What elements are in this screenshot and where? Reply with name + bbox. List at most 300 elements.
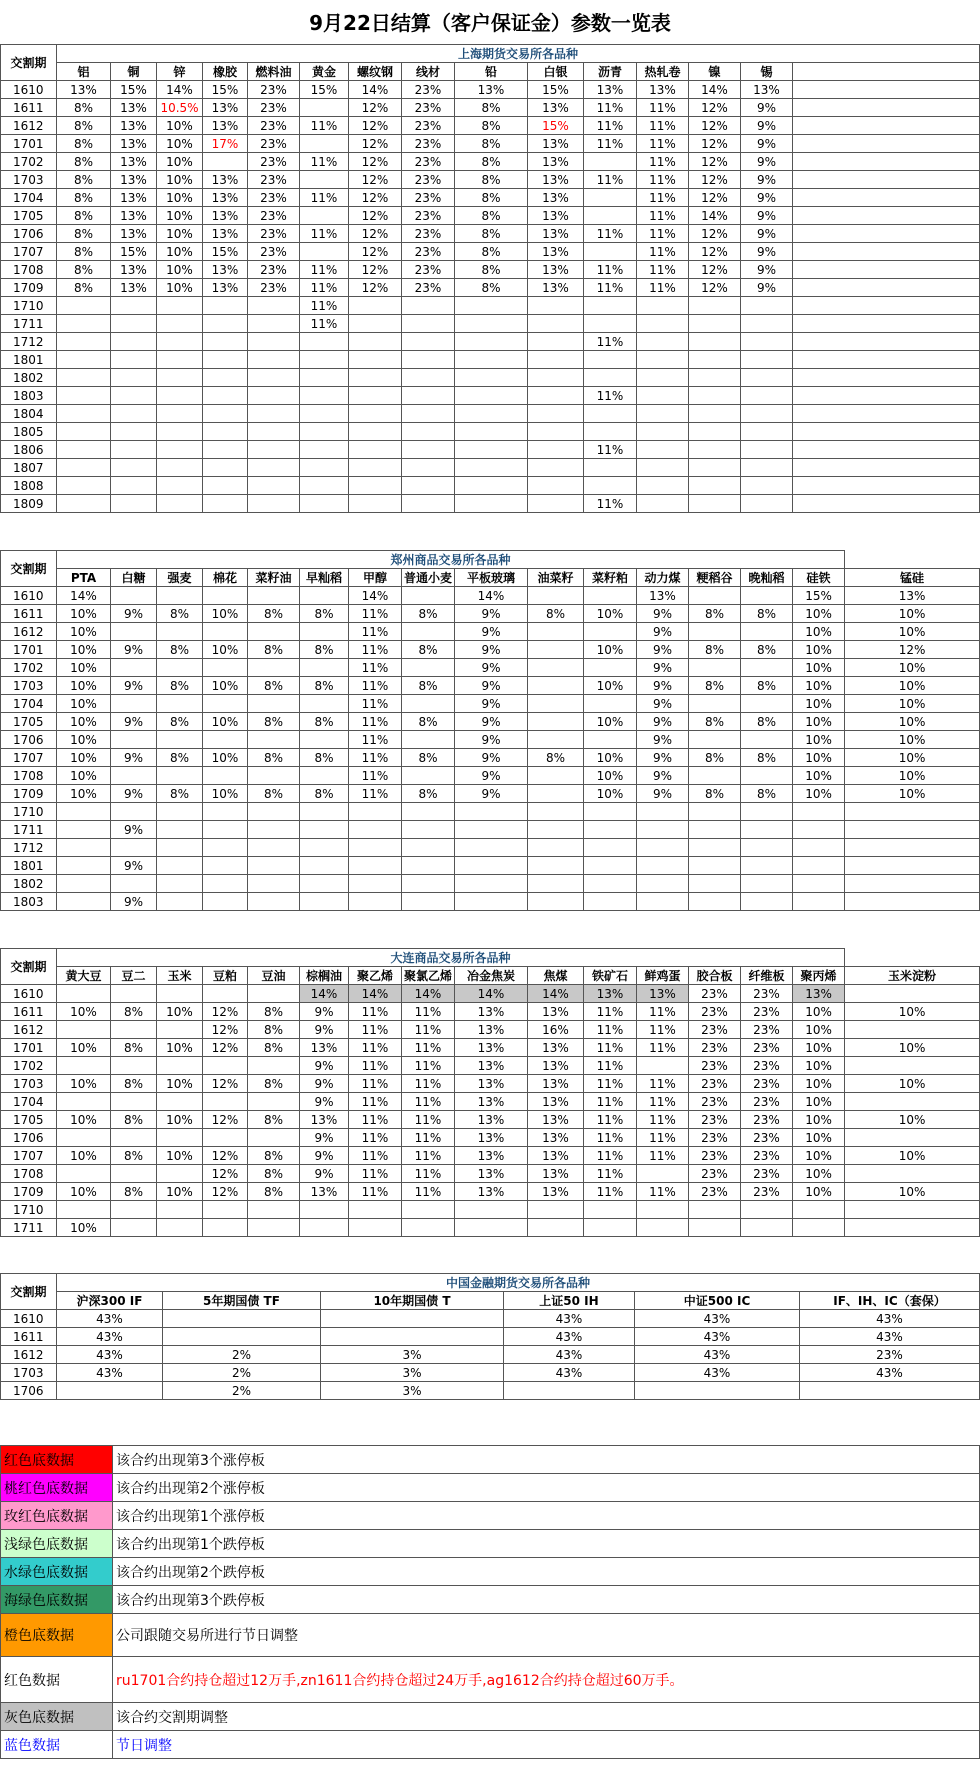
margin-cell — [637, 477, 689, 495]
delivery-period: 1711 — [1, 821, 57, 839]
margin-cell — [800, 1382, 980, 1400]
margin-cell — [203, 297, 248, 315]
margin-cell — [584, 477, 637, 495]
product-header: 线材 — [402, 63, 455, 81]
margin-cell — [57, 1021, 111, 1039]
margin-cell: 8% — [300, 605, 349, 623]
margin-cell: 13% — [637, 81, 689, 99]
empty-cell — [793, 459, 980, 477]
margin-cell: 10% — [793, 659, 845, 677]
margin-cell — [203, 495, 248, 513]
margin-cell: 10% — [584, 713, 637, 731]
empty-cell — [793, 315, 980, 333]
margin-cell: 9% — [637, 659, 689, 677]
margin-cell — [203, 985, 248, 1003]
margin-cell — [637, 1165, 689, 1183]
margin-cell: 3% — [321, 1364, 504, 1382]
margin-cell — [689, 387, 741, 405]
margin-cell: 10% — [584, 605, 637, 623]
product-header: 聚氯乙烯 — [402, 967, 455, 985]
margin-cell — [637, 315, 689, 333]
margin-cell: 11% — [349, 641, 402, 659]
margin-cell: 10% — [203, 605, 248, 623]
exchange-title: 上海期货交易所各品种 — [57, 45, 980, 63]
margin-cell — [635, 1382, 800, 1400]
legend-row — [1, 1703, 980, 1731]
legend-description: 公司跟随交易所进行节日调整 — [113, 1614, 980, 1657]
product-header: 铝 — [57, 63, 111, 81]
margin-cell: 13% — [300, 1183, 349, 1201]
margin-cell: 10% — [57, 713, 111, 731]
product-header: 玉米 — [157, 967, 203, 985]
margin-cell: 12% — [689, 153, 741, 171]
table-row — [1, 839, 980, 857]
margin-cell: 10% — [584, 767, 637, 785]
margin-cell — [689, 893, 741, 911]
legend-row — [1, 1530, 980, 1558]
margin-cell: 12% — [203, 1075, 248, 1093]
margin-cell — [402, 803, 455, 821]
margin-cell — [300, 369, 349, 387]
delivery-period: 1702 — [1, 153, 57, 171]
margin-cell — [248, 839, 300, 857]
margin-cell — [402, 315, 455, 333]
margin-cell: 43% — [504, 1346, 635, 1364]
margin-cell — [689, 423, 741, 441]
margin-cell — [584, 351, 637, 369]
margin-cell: 8% — [248, 1165, 300, 1183]
product-header: 燃料油 — [248, 63, 300, 81]
margin-cell — [248, 857, 300, 875]
margin-cell: 10% — [157, 261, 203, 279]
margin-cell: 12% — [203, 1039, 248, 1057]
margin-cell: 9% — [111, 641, 157, 659]
margin-cell — [111, 1021, 157, 1039]
margin-cell: 11% — [349, 623, 402, 641]
product-header: 锡 — [741, 63, 793, 81]
delivery-period: 1611 — [1, 99, 57, 117]
margin-cell: 10% — [793, 1111, 845, 1129]
margin-cell: 8% — [741, 749, 793, 767]
margin-cell: 12% — [203, 1021, 248, 1039]
margin-cell — [455, 387, 528, 405]
margin-cell — [203, 731, 248, 749]
margin-cell — [57, 839, 111, 857]
empty-cell — [793, 477, 980, 495]
margin-cell: 23% — [741, 1075, 793, 1093]
margin-cell: 11% — [349, 785, 402, 803]
product-header: 早籼稻 — [300, 569, 349, 587]
margin-cell — [528, 803, 584, 821]
margin-cell: 23% — [402, 171, 455, 189]
margin-cell: 9% — [741, 99, 793, 117]
product-header: 5年期国债 TF — [163, 1292, 321, 1310]
table-row — [1, 1039, 980, 1057]
margin-cell: 13% — [111, 135, 157, 153]
delivery-period: 1708 — [1, 767, 57, 785]
margin-cell — [741, 441, 793, 459]
margin-cell — [402, 441, 455, 459]
margin-cell: 11% — [349, 767, 402, 785]
margin-cell — [248, 495, 300, 513]
margin-cell: 23% — [402, 189, 455, 207]
margin-cell: 10% — [845, 1111, 980, 1129]
margin-cell: 23% — [689, 1021, 741, 1039]
margin-cell: 9% — [455, 659, 528, 677]
margin-cell: 10% — [845, 659, 980, 677]
margin-cell: 8% — [741, 605, 793, 623]
margin-cell: 10% — [793, 605, 845, 623]
margin-cell: 10% — [793, 677, 845, 695]
margin-cell — [455, 405, 528, 423]
product-header: 橡胶 — [203, 63, 248, 81]
margin-cell: 8% — [157, 749, 203, 767]
margin-cell — [111, 315, 157, 333]
margin-cell: 11% — [349, 1057, 402, 1075]
margin-cell: 23% — [741, 985, 793, 1003]
margin-cell: 11% — [637, 135, 689, 153]
margin-cell — [689, 587, 741, 605]
margin-cell — [203, 623, 248, 641]
margin-cell: 23% — [248, 225, 300, 243]
margin-cell — [111, 623, 157, 641]
margin-cell: 12% — [349, 207, 402, 225]
margin-cell: 8% — [248, 605, 300, 623]
product-header: 锰硅 — [845, 569, 980, 587]
margin-cell — [57, 441, 111, 459]
margin-cell: 12% — [689, 261, 741, 279]
margin-cell — [349, 315, 402, 333]
margin-cell: 11% — [349, 1129, 402, 1147]
margin-cell — [689, 315, 741, 333]
margin-cell: 13% — [528, 1075, 584, 1093]
margin-cell: 10% — [157, 1003, 203, 1021]
margin-cell — [455, 893, 528, 911]
margin-cell: 11% — [402, 1057, 455, 1075]
margin-cell — [402, 405, 455, 423]
margin-cell: 8% — [57, 171, 111, 189]
margin-cell: 2% — [163, 1382, 321, 1400]
margin-cell — [248, 1129, 300, 1147]
margin-cell: 10% — [793, 1093, 845, 1111]
margin-cell: 23% — [248, 207, 300, 225]
delivery-period: 1712 — [1, 333, 57, 351]
margin-cell: 11% — [637, 1111, 689, 1129]
margin-cell: 23% — [402, 261, 455, 279]
delivery-period: 1703 — [1, 677, 57, 695]
margin-cell: 10% — [203, 785, 248, 803]
delivery-period: 1705 — [1, 713, 57, 731]
table-row — [1, 1021, 980, 1039]
margin-cell — [248, 1219, 300, 1237]
margin-cell: 13% — [528, 135, 584, 153]
margin-cell: 9% — [637, 695, 689, 713]
delivery-period: 1808 — [1, 477, 57, 495]
margin-cell — [203, 333, 248, 351]
product-header: 豆粕 — [203, 967, 248, 985]
margin-cell — [321, 1328, 504, 1346]
margin-cell: 8% — [402, 677, 455, 695]
margin-cell: 23% — [248, 171, 300, 189]
empty-cell — [793, 423, 980, 441]
table-row — [1, 423, 980, 441]
table-row — [1, 225, 980, 243]
margin-cell — [528, 477, 584, 495]
margin-cell — [584, 315, 637, 333]
margin-cell: 13% — [111, 279, 157, 297]
margin-cell — [455, 875, 528, 893]
legend-row — [1, 1502, 980, 1530]
margin-cell — [248, 893, 300, 911]
delivery-period: 1707 — [1, 749, 57, 767]
table-row — [1, 189, 980, 207]
margin-cell: 11% — [300, 153, 349, 171]
delivery-period: 1610 — [1, 587, 57, 605]
margin-cell: 11% — [402, 1075, 455, 1093]
margin-cell — [157, 731, 203, 749]
margin-cell — [584, 731, 637, 749]
margin-cell: 8% — [402, 749, 455, 767]
margin-cell — [793, 857, 845, 875]
margin-cell — [402, 695, 455, 713]
legend-row — [1, 1558, 980, 1586]
empty-cell — [793, 189, 980, 207]
margin-cell: 10% — [57, 677, 111, 695]
margin-cell — [157, 893, 203, 911]
margin-cell: 11% — [584, 333, 637, 351]
product-header: PTA — [57, 569, 111, 587]
margin-cell — [157, 587, 203, 605]
margin-cell: 9% — [455, 695, 528, 713]
product-header: 焦煤 — [528, 967, 584, 985]
margin-cell — [300, 135, 349, 153]
margin-cell: 43% — [504, 1328, 635, 1346]
margin-cell — [637, 1201, 689, 1219]
margin-cell: 11% — [349, 1165, 402, 1183]
margin-cell — [528, 731, 584, 749]
margin-cell: 10% — [157, 153, 203, 171]
margin-cell — [157, 1021, 203, 1039]
margin-cell — [584, 423, 637, 441]
margin-cell: 8% — [455, 171, 528, 189]
delivery-period: 1703 — [1, 1075, 57, 1093]
margin-cell — [402, 659, 455, 677]
delivery-period: 1711 — [1, 1219, 57, 1237]
margin-cell: 23% — [741, 1183, 793, 1201]
margin-cell — [157, 695, 203, 713]
margin-cell — [689, 405, 741, 423]
margin-cell — [57, 1129, 111, 1147]
section-shfe — [0, 44, 980, 513]
margin-cell: 10% — [203, 677, 248, 695]
margin-cell: 9% — [741, 225, 793, 243]
margin-cell: 8% — [248, 1003, 300, 1021]
margin-cell — [203, 459, 248, 477]
margin-cell — [455, 369, 528, 387]
margin-cell: 9% — [455, 767, 528, 785]
margin-cell: 10% — [845, 749, 980, 767]
margin-cell: 11% — [637, 207, 689, 225]
margin-cell — [248, 369, 300, 387]
margin-cell: 12% — [689, 117, 741, 135]
margin-cell: 13% — [203, 207, 248, 225]
margin-cell — [300, 767, 349, 785]
margin-cell: 9% — [637, 785, 689, 803]
margin-cell — [203, 153, 248, 171]
margin-cell — [349, 369, 402, 387]
table-row — [1, 1201, 980, 1219]
margin-cell: 11% — [584, 441, 637, 459]
margin-cell: 14% — [349, 985, 402, 1003]
delivery-period: 1704 — [1, 1093, 57, 1111]
margin-cell: 10% — [157, 1039, 203, 1057]
margin-cell: 23% — [402, 117, 455, 135]
margin-cell — [402, 297, 455, 315]
margin-cell: 11% — [402, 1039, 455, 1057]
margin-cell: 12% — [689, 189, 741, 207]
legend-description: 该合约出现第1个跌停板 — [113, 1530, 980, 1558]
margin-cell — [111, 459, 157, 477]
empty-cell — [793, 63, 980, 81]
margin-cell — [528, 387, 584, 405]
delivery-period: 1706 — [1, 1382, 57, 1400]
table-row — [1, 207, 980, 225]
product-header: 鲜鸡蛋 — [637, 967, 689, 985]
margin-cell — [689, 333, 741, 351]
margin-cell: 12% — [349, 261, 402, 279]
margin-cell: 10% — [57, 605, 111, 623]
margin-cell: 23% — [689, 1165, 741, 1183]
margin-cell — [455, 477, 528, 495]
table-row — [1, 623, 980, 641]
margin-cell: 10% — [584, 785, 637, 803]
margin-cell: 11% — [402, 1093, 455, 1111]
margin-cell: 13% — [111, 225, 157, 243]
margin-cell: 12% — [349, 99, 402, 117]
margin-cell: 43% — [635, 1346, 800, 1364]
margin-cell: 23% — [248, 99, 300, 117]
margin-cell: 13% — [203, 189, 248, 207]
margin-cell — [584, 207, 637, 225]
margin-cell: 9% — [455, 785, 528, 803]
margin-cell: 13% — [528, 171, 584, 189]
margin-cell: 23% — [741, 1057, 793, 1075]
margin-cell: 13% — [57, 81, 111, 99]
empty-cell — [793, 387, 980, 405]
margin-cell — [504, 1382, 635, 1400]
delivery-period: 1706 — [1, 731, 57, 749]
delivery-period: 1611 — [1, 1003, 57, 1021]
product-header: 上证50 IH — [504, 1292, 635, 1310]
margin-cell: 8% — [248, 785, 300, 803]
margin-cell: 23% — [741, 1039, 793, 1057]
margin-cell — [248, 587, 300, 605]
margin-cell — [741, 1219, 793, 1237]
margin-cell — [845, 1201, 980, 1219]
margin-cell: 11% — [584, 387, 637, 405]
margin-cell: 14% — [57, 587, 111, 605]
margin-cell: 10% — [584, 677, 637, 695]
margin-cell — [111, 1129, 157, 1147]
empty-cell — [793, 351, 980, 369]
margin-cell — [402, 731, 455, 749]
margin-cell — [845, 1219, 980, 1237]
margin-cell: 9% — [300, 1165, 349, 1183]
margin-cell: 10% — [793, 749, 845, 767]
margin-cell: 10% — [584, 641, 637, 659]
legend-description: 该合约出现第1个涨停板 — [113, 1502, 980, 1530]
margin-cell: 11% — [637, 1183, 689, 1201]
margin-cell — [741, 731, 793, 749]
margin-cell — [157, 423, 203, 441]
product-header: 锌 — [157, 63, 203, 81]
margin-cell — [57, 1165, 111, 1183]
margin-cell — [528, 1201, 584, 1219]
margin-cell — [528, 423, 584, 441]
margin-cell — [528, 857, 584, 875]
margin-cell: 10% — [845, 677, 980, 695]
margin-cell: 10% — [157, 225, 203, 243]
margin-cell: 12% — [845, 641, 980, 659]
legend-row — [1, 1614, 980, 1657]
margin-cell: 23% — [689, 1075, 741, 1093]
margin-cell — [57, 893, 111, 911]
margin-cell: 9% — [455, 641, 528, 659]
margin-cell — [402, 875, 455, 893]
margin-cell: 10% — [845, 605, 980, 623]
margin-cell: 8% — [741, 713, 793, 731]
margin-cell — [584, 189, 637, 207]
margin-cell — [111, 297, 157, 315]
margin-cell — [157, 1057, 203, 1075]
margin-cell — [248, 985, 300, 1003]
margin-cell: 13% — [203, 171, 248, 189]
margin-cell: 9% — [111, 749, 157, 767]
margin-cell — [111, 803, 157, 821]
product-header: 沥青 — [584, 63, 637, 81]
margin-cell: 13% — [203, 279, 248, 297]
margin-cell: 43% — [57, 1346, 163, 1364]
margin-cell: 13% — [111, 189, 157, 207]
margin-cell — [300, 351, 349, 369]
margin-cell: 43% — [57, 1328, 163, 1346]
margin-cell — [300, 623, 349, 641]
margin-cell: 13% — [845, 587, 980, 605]
margin-cell — [637, 839, 689, 857]
table-row — [1, 803, 980, 821]
margin-cell: 9% — [111, 713, 157, 731]
delivery-period: 1705 — [1, 207, 57, 225]
margin-cell: 13% — [584, 985, 637, 1003]
margin-cell: 14% — [402, 985, 455, 1003]
margin-cell: 10% — [793, 623, 845, 641]
legend-description: 节日调整 — [113, 1731, 980, 1759]
margin-cell — [741, 893, 793, 911]
margin-cell — [793, 821, 845, 839]
margin-cell: 10% — [845, 731, 980, 749]
legend-row — [1, 1446, 980, 1474]
margin-cell — [349, 351, 402, 369]
legend-label: 玫红色底数据 — [1, 1502, 113, 1530]
margin-cell — [528, 297, 584, 315]
margin-cell: 8% — [402, 641, 455, 659]
margin-cell — [455, 495, 528, 513]
margin-cell: 10% — [157, 1075, 203, 1093]
margin-cell — [157, 985, 203, 1003]
margin-cell: 11% — [637, 1147, 689, 1165]
margin-cell — [845, 875, 980, 893]
delivery-period: 1705 — [1, 1111, 57, 1129]
